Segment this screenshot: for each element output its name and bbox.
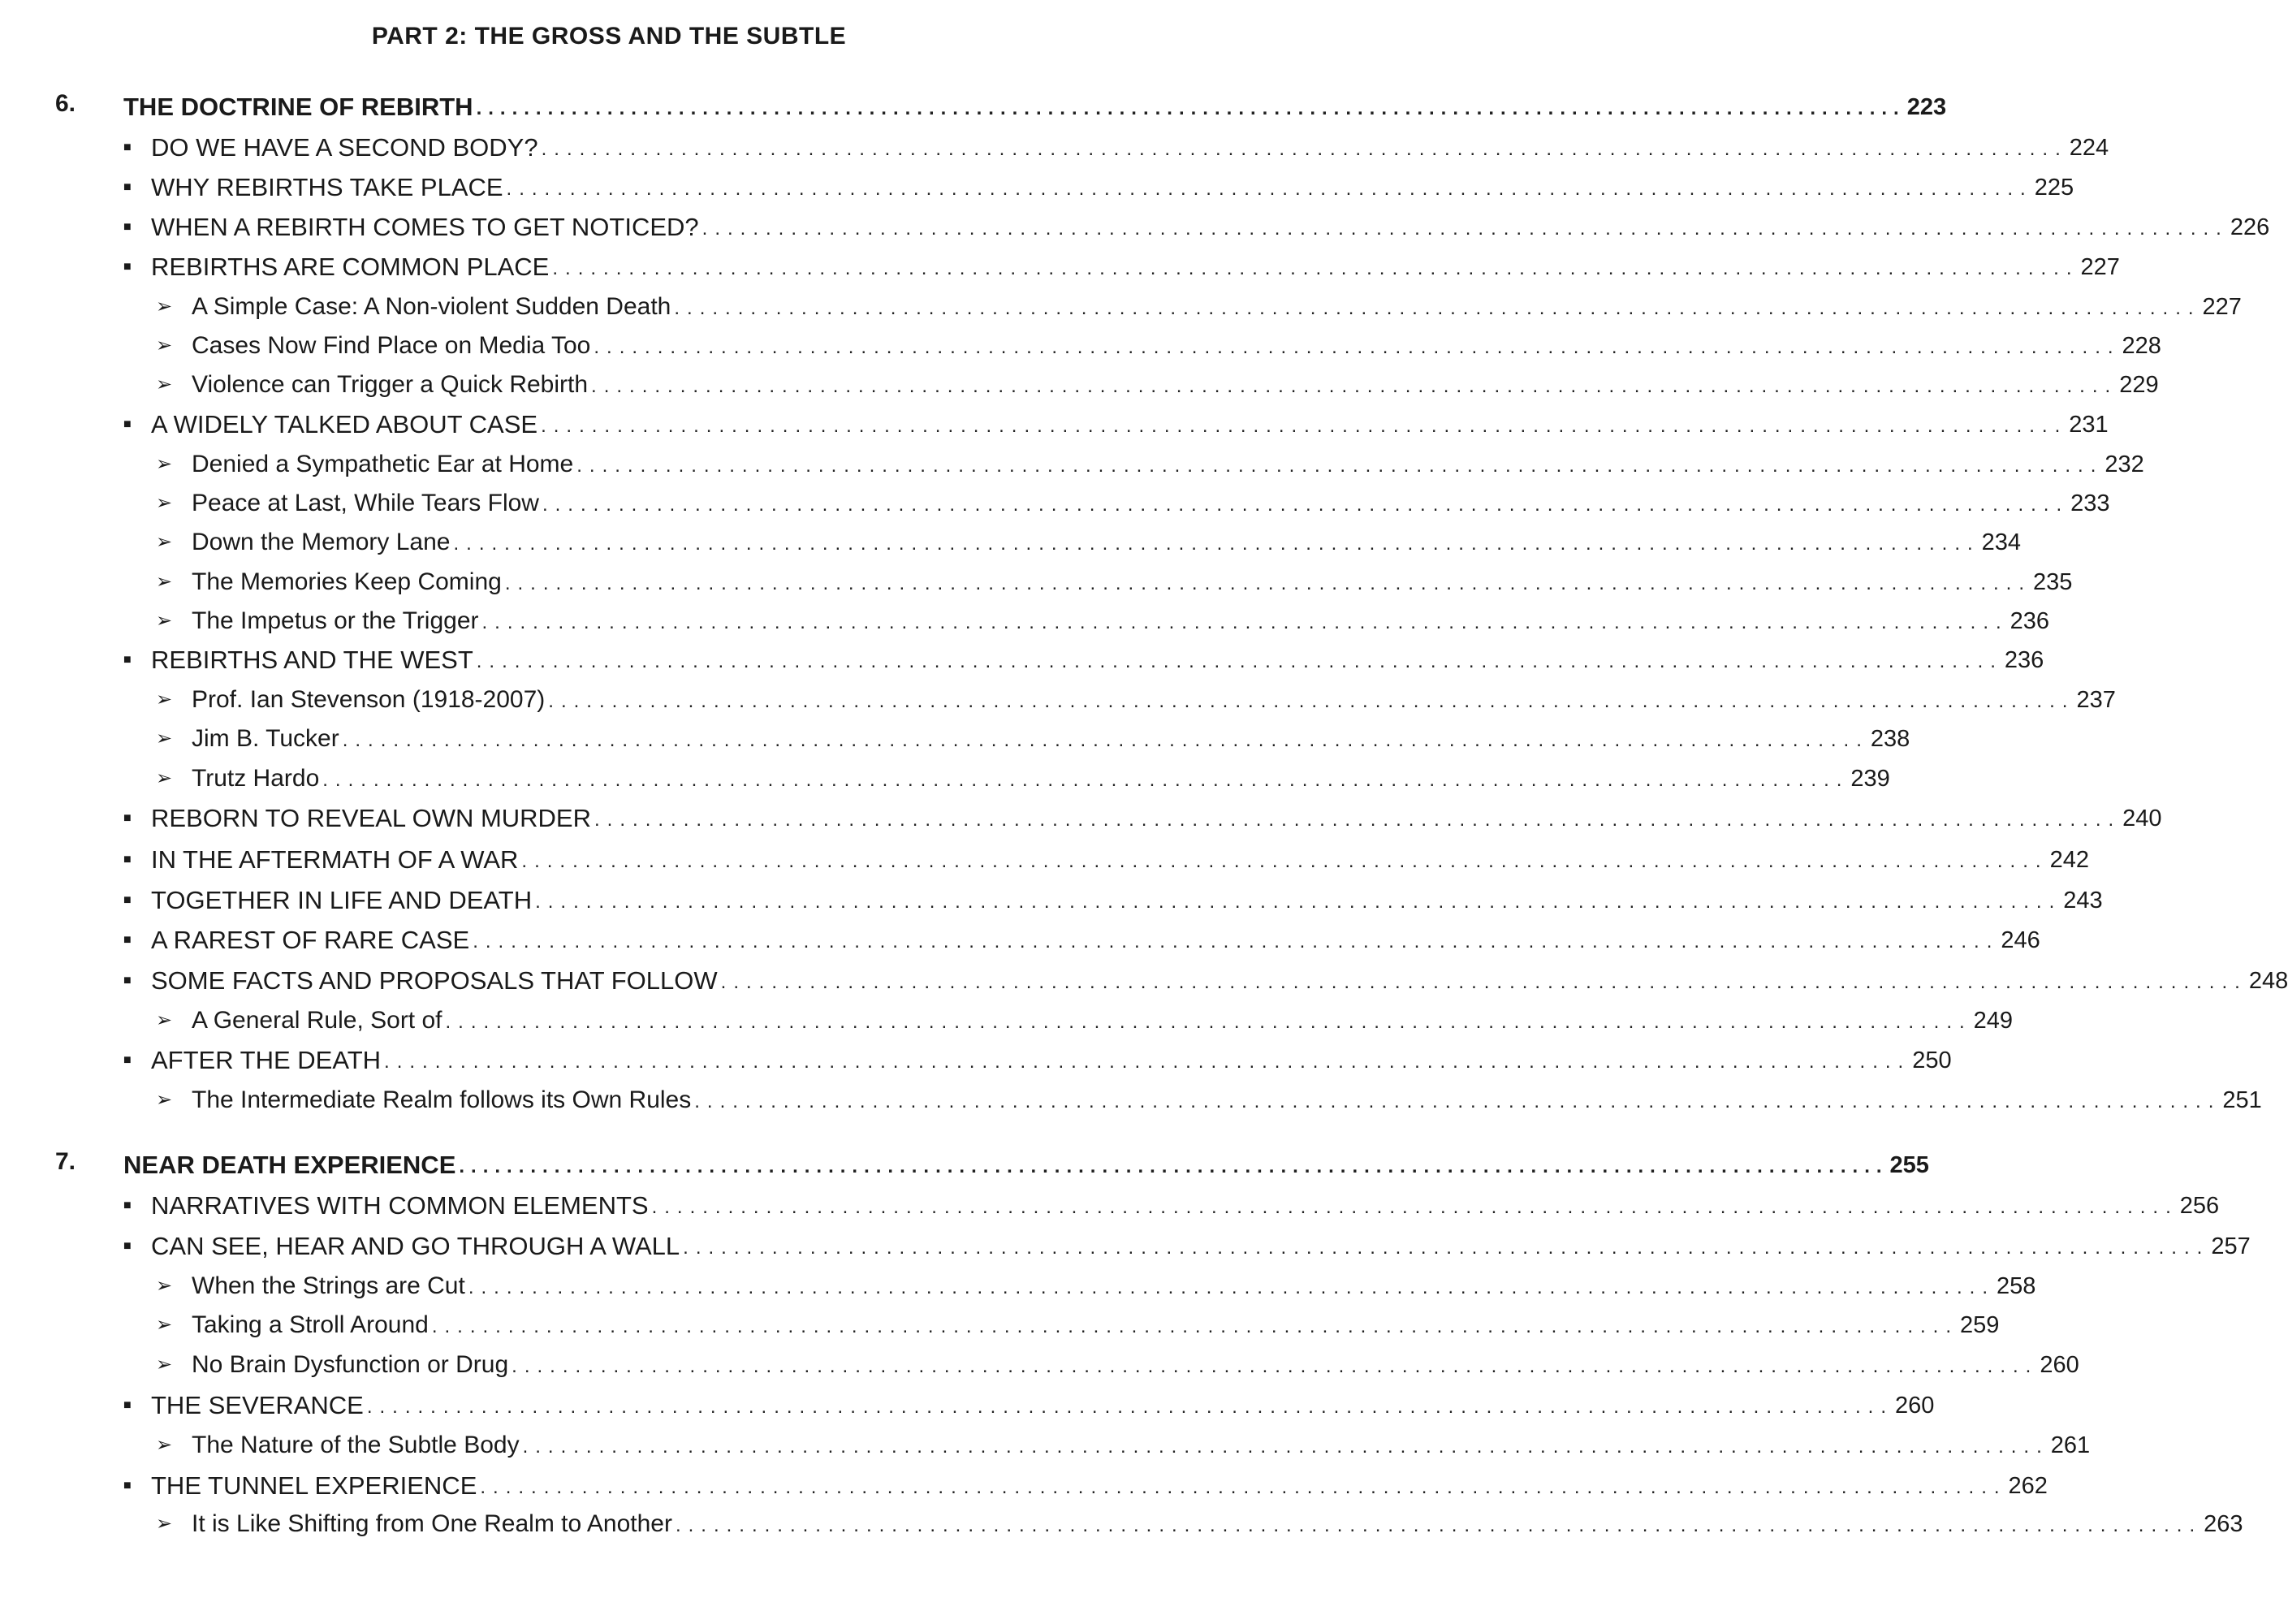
- toc-subsection-entry: [0, 718, 1910, 754]
- page-number: 248: [2248, 968, 2288, 994]
- toc-subsection-entry: [0, 521, 2022, 557]
- toc-subsection-entry: [0, 286, 2242, 322]
- dot-leader: ........................................................................................................................: [476, 97, 1906, 119]
- dot-leader: ........................................................................................................................: [504, 572, 2031, 594]
- toc-section-entry: [0, 879, 2103, 915]
- page-number: 224: [2069, 135, 2109, 161]
- arrowhead-bullet-icon: ➢: [156, 296, 173, 317]
- square-bullet-icon: ■: [123, 1479, 132, 1492]
- arrowhead-bullet-icon: ➢: [156, 610, 173, 632]
- page-number: 229: [2119, 372, 2159, 398]
- page-number: 259: [1960, 1312, 2000, 1338]
- page-number: 261: [2050, 1432, 2091, 1458]
- entry-title: NARRATIVES WITH COMMON ELEMENTS: [151, 1191, 649, 1220]
- toc-subsection-entry: [0, 325, 2161, 361]
- dot-leader: ........................................................................................................................: [468, 1276, 1995, 1298]
- toc-subsection-entry: [0, 1079, 2262, 1115]
- dot-leader: ........................................................................................................................: [675, 1514, 2203, 1536]
- toc-section-entry: [0, 206, 2270, 242]
- page-number: 228: [2122, 333, 2161, 359]
- page-number: 260: [1895, 1393, 1935, 1419]
- dot-leader: ........................................................................................................................: [453, 533, 1980, 555]
- arrowhead-bullet-icon: ➢: [156, 531, 173, 553]
- dot-leader: ........................................................................................................................: [322, 769, 1850, 791]
- dot-leader: ........................................................................................................................: [576, 455, 2104, 477]
- toc-section-entry: [0, 1384, 1935, 1420]
- toc-subsection-entry: [0, 1265, 2036, 1301]
- toc-subsection-entry: [0, 679, 2116, 715]
- entry-title: IN THE AFTERMATH OF A WAR: [151, 845, 519, 874]
- entry-title: SOME FACTS AND PROPOSALS THAT FOLLOW: [151, 966, 718, 995]
- entry-title: The Nature of the Subtle Body: [192, 1432, 520, 1458]
- toc-section-entry: [0, 404, 2109, 439]
- dot-leader: ........................................................................................................................: [445, 1011, 1972, 1033]
- dot-leader: ........................................................................................................................: [702, 218, 2229, 240]
- dot-leader: ........................................................................................................................: [384, 1051, 1911, 1073]
- arrowhead-bullet-icon: ➢: [156, 1089, 173, 1111]
- toc-section-entry: [0, 1039, 1952, 1075]
- page-number: 239: [1850, 766, 1890, 792]
- entry-title: DO WE HAVE A SECOND BODY?: [151, 133, 538, 162]
- square-bullet-icon: ■: [123, 260, 132, 274]
- entry-title: CAN SEE, HEAR AND GO THROUGH A WALL: [151, 1232, 680, 1260]
- dot-leader: ........................................................................................................................: [506, 178, 2033, 200]
- square-bullet-icon: ■: [123, 893, 132, 907]
- entry-title: Denied a Sympathetic Ear at Home: [192, 451, 574, 477]
- page-number: 263: [2204, 1511, 2243, 1537]
- page-number: 225: [2034, 175, 2074, 201]
- square-bullet-icon: ■: [123, 811, 132, 825]
- arrowhead-bullet-icon: ➢: [156, 1009, 173, 1031]
- toc-subsection-entry: [0, 758, 1890, 793]
- chapter-number: 6.: [55, 90, 76, 117]
- entry-title: The Memories Keep Coming: [192, 568, 502, 595]
- dot-leader: ........................................................................................................................: [674, 297, 2201, 319]
- dot-leader: ........................................................................................................................: [342, 729, 1869, 751]
- dot-leader: ........................................................................................................................: [694, 1091, 2221, 1112]
- entry-title: Violence can Trigger a Quick Rebirth: [192, 371, 589, 398]
- arrowhead-bullet-icon: ➢: [156, 1275, 173, 1297]
- dot-leader: ........................................................................................................................: [431, 1315, 1958, 1337]
- entry-title: It is Like Shifting from One Realm to Another: [192, 1510, 672, 1537]
- entry-title: Prof. Ian Stevenson (1918-2007): [192, 686, 546, 713]
- dot-leader: ........................................................................................................................: [651, 1196, 2178, 1218]
- dot-leader: ........................................................................................................................: [366, 1396, 1893, 1418]
- page-number: 255: [1889, 1152, 1929, 1178]
- page-number: 250: [1912, 1047, 1952, 1073]
- square-bullet-icon: ■: [123, 1199, 132, 1212]
- arrowhead-bullet-icon: ➢: [156, 689, 173, 710]
- toc-subsection-entry: [0, 1424, 2091, 1460]
- dot-leader: ........................................................................................................................: [541, 415, 2068, 437]
- entry-title: Cases Now Find Place on Media Too: [192, 332, 591, 359]
- page-number: 233: [2070, 490, 2110, 516]
- dot-leader: ........................................................................................................................: [480, 1476, 2007, 1498]
- toc-chapter-entry: [0, 1144, 1929, 1180]
- dot-leader: ........................................................................................................................: [535, 891, 2062, 913]
- entry-title: The Impetus or the Trigger: [192, 607, 479, 634]
- dot-leader: ........................................................................................................................: [521, 850, 2048, 872]
- dot-leader: ........................................................................................................................: [720, 971, 2247, 993]
- toc-section-entry: [0, 1465, 2048, 1501]
- entry-title: Down the Memory Lane: [192, 529, 451, 555]
- toc-section-entry: [0, 166, 2074, 202]
- arrowhead-bullet-icon: ➢: [156, 335, 173, 356]
- page-number: 256: [2179, 1193, 2220, 1219]
- page-number: 257: [2211, 1233, 2251, 1259]
- entry-title: THE TUNNEL EXPERIENCE: [151, 1471, 477, 1500]
- entry-title: A RAREST OF RARE CASE: [151, 926, 470, 954]
- dot-leader: ........................................................................................................................: [594, 809, 2122, 831]
- page-number: 246: [2001, 927, 2040, 953]
- square-bullet-icon: ■: [123, 417, 132, 431]
- dot-leader: ........................................................................................................................: [548, 690, 2075, 712]
- arrowhead-bullet-icon: ➢: [156, 453, 173, 475]
- toc-section-entry: [0, 246, 2120, 282]
- entry-title: A General Rule, Sort of: [192, 1007, 442, 1034]
- entry-title: THE DOCTRINE OF REBIRTH: [123, 93, 473, 121]
- arrowhead-bullet-icon: ➢: [156, 728, 173, 749]
- arrowhead-bullet-icon: ➢: [156, 1434, 173, 1456]
- chapter-number: 7.: [55, 1148, 76, 1175]
- entry-title: Taking a Stroll Around: [192, 1311, 429, 1338]
- toc-section-entry: [0, 960, 2288, 996]
- toc-subsection-entry: [0, 364, 2159, 400]
- toc-section-entry: [0, 1185, 2220, 1220]
- page-number: 235: [2032, 569, 2073, 595]
- page-number: 258: [1996, 1273, 2036, 1299]
- arrowhead-bullet-icon: ➢: [156, 1354, 173, 1376]
- entry-title: REBIRTHS ARE COMMON PLACE: [151, 253, 550, 281]
- toc-subsection-entry: [0, 1304, 2000, 1340]
- toc-section-entry: [0, 919, 2040, 955]
- dot-leader: ........................................................................................................................: [683, 1237, 2210, 1259]
- arrowhead-bullet-icon: ➢: [156, 374, 173, 395]
- entry-title: Trutz Hardo: [192, 765, 320, 792]
- dot-leader: ........................................................................................................................: [591, 375, 2118, 397]
- square-bullet-icon: ■: [123, 1053, 132, 1067]
- toc-section-entry: [0, 127, 2109, 162]
- square-bullet-icon: ■: [123, 653, 132, 667]
- page-number: 237: [2076, 687, 2116, 713]
- square-bullet-icon: ■: [123, 180, 132, 194]
- entry-title: A WIDELY TALKED ABOUT CASE: [151, 410, 538, 438]
- page-number: 236: [2010, 608, 2050, 634]
- entry-title: REBORN TO REVEAL OWN MURDER: [151, 804, 592, 832]
- page-number: 243: [2063, 888, 2103, 914]
- entry-title: WHEN A REBIRTH COMES TO GET NOTICED?: [151, 213, 699, 241]
- toc-subsection-entry: [0, 1503, 2243, 1539]
- entry-title: No Brain Dysfunction or Drug: [192, 1351, 509, 1378]
- dot-leader: ........................................................................................................................: [541, 138, 2068, 160]
- entry-title: REBIRTHS AND THE WEST: [151, 646, 473, 674]
- page-number: 251: [2222, 1087, 2262, 1113]
- entry-title: THE SEVERANCE: [151, 1391, 364, 1419]
- square-bullet-icon: ■: [123, 140, 132, 154]
- toc-subsection-entry: [0, 1000, 2014, 1035]
- square-bullet-icon: ■: [123, 1398, 132, 1412]
- page-number: 234: [1981, 529, 2022, 555]
- toc-subsection-entry: [0, 1344, 2079, 1380]
- page-number: 231: [2069, 412, 2109, 438]
- dot-leader: ........................................................................................................................: [473, 931, 2000, 952]
- page-number: 236: [2004, 647, 2044, 673]
- arrowhead-bullet-icon: ➢: [156, 1314, 173, 1336]
- toc-section-entry: [0, 639, 2044, 675]
- toc-subsection-entry: [0, 443, 2144, 479]
- dot-leader: ........................................................................................................................: [542, 494, 2070, 516]
- entry-title: A Simple Case: A Non-violent Sudden Death: [192, 293, 671, 320]
- square-bullet-icon: ■: [123, 933, 132, 947]
- page-number: 240: [2122, 806, 2162, 831]
- page-title: PART 2: THE GROSS AND THE SUBTLE: [371, 23, 847, 50]
- page-number: 227: [2080, 254, 2120, 280]
- square-bullet-icon: ■: [123, 220, 132, 234]
- entry-title: Peace at Last, While Tears Flow: [192, 490, 539, 516]
- arrowhead-bullet-icon: ➢: [156, 492, 173, 514]
- dot-leader: ........................................................................................................................: [594, 336, 2121, 358]
- arrowhead-bullet-icon: ➢: [156, 767, 173, 789]
- toc-subsection-entry: [0, 600, 2050, 636]
- toc-chapter-entry: [0, 86, 1947, 122]
- toc-section-entry: [0, 1225, 2251, 1261]
- entry-title: When the Strings are Cut: [192, 1272, 465, 1299]
- dot-leader: ........................................................................................................................: [476, 650, 2003, 672]
- dot-leader: ........................................................................................................................: [522, 1436, 2049, 1458]
- entry-title: Jim B. Tucker: [192, 725, 339, 752]
- page-number: 260: [2040, 1352, 2079, 1378]
- dot-leader: ........................................................................................................................: [552, 257, 2079, 279]
- dot-leader: ........................................................................................................................: [459, 1155, 1889, 1177]
- toc-section-entry: [0, 839, 2089, 875]
- dot-leader: ........................................................................................................................: [481, 611, 2009, 633]
- entry-title: TOGETHER IN LIFE AND DEATH: [151, 886, 533, 914]
- page-number: 249: [1973, 1008, 2014, 1034]
- page-number: 238: [1870, 726, 1910, 752]
- square-bullet-icon: ■: [123, 853, 132, 866]
- toc-subsection-entry: [0, 561, 2073, 597]
- entry-title: AFTER THE DEATH: [151, 1046, 382, 1074]
- square-bullet-icon: ■: [123, 1239, 132, 1253]
- arrowhead-bullet-icon: ➢: [156, 571, 173, 593]
- entry-title: NEAR DEATH EXPERIENCE: [123, 1151, 456, 1179]
- page-number: 232: [2105, 451, 2144, 477]
- page-number: 223: [1906, 94, 1947, 120]
- entry-title: The Intermediate Realm follows its Own Rules: [192, 1086, 692, 1113]
- entry-title: WHY REBIRTHS TAKE PLACE: [151, 173, 503, 201]
- page-number: 226: [2230, 214, 2270, 240]
- dot-leader: ........................................................................................................................: [512, 1355, 2039, 1377]
- page-number: 262: [2008, 1473, 2048, 1499]
- toc-section-entry: [0, 797, 2162, 833]
- arrowhead-bullet-icon: ➢: [156, 1513, 173, 1535]
- page-number: 227: [2202, 294, 2242, 320]
- page-number: 242: [2049, 847, 2089, 873]
- toc-subsection-entry: [0, 482, 2110, 518]
- square-bullet-icon: ■: [123, 974, 132, 987]
